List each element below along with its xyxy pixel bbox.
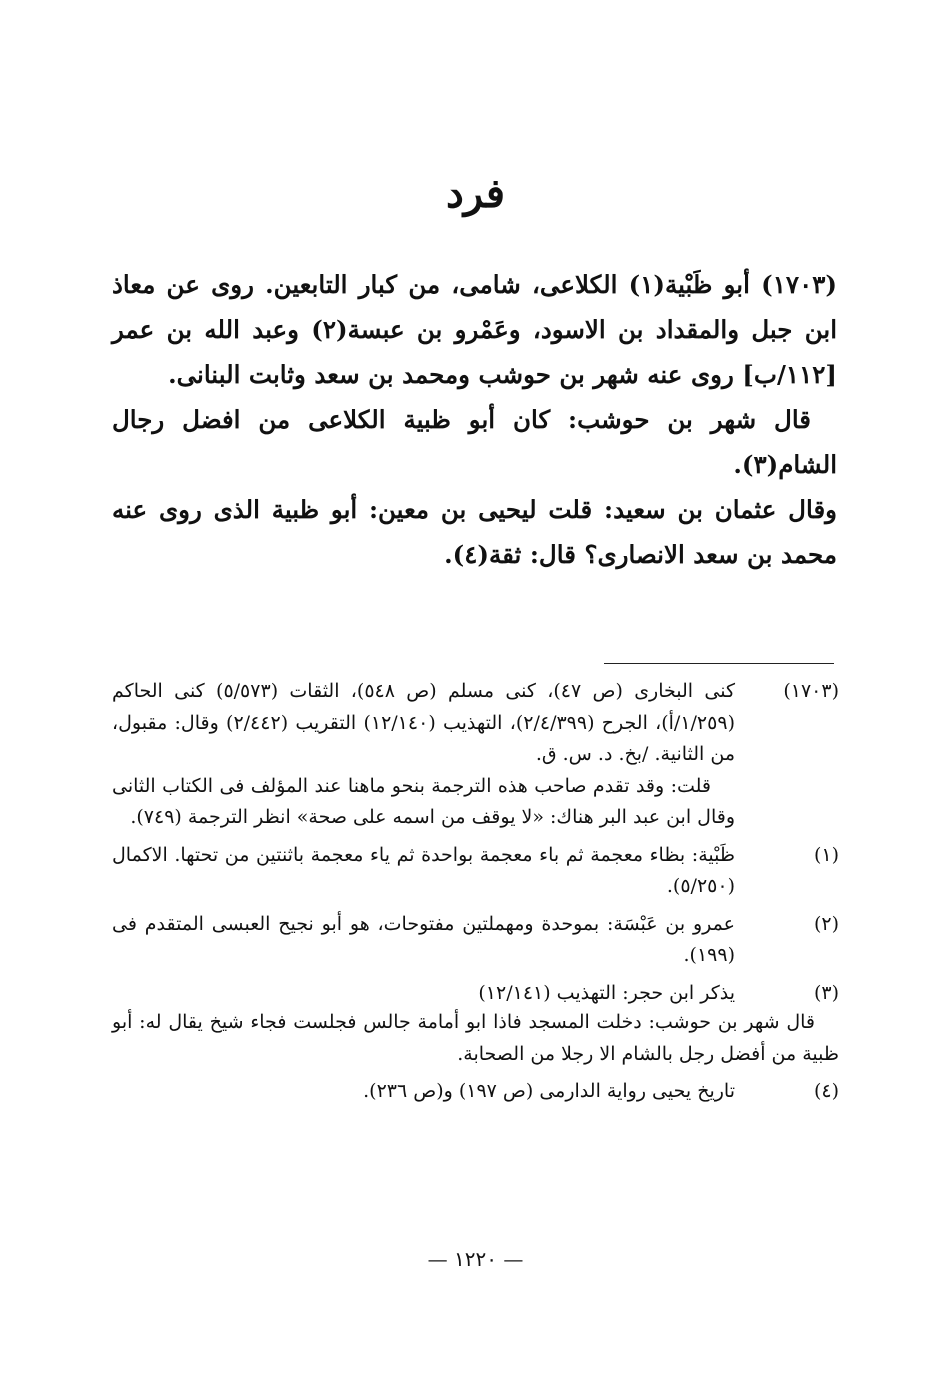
entry-paragraph-1: (١٧٠٣) أبو ظَبْية(١) الكلاعى، شامى، من كبار التابعين. روى عن معاذ ابن جبل والمقداد بن الاسود، وعَمْرو بن عبسة(٢) وعبد الله بن عمر [١١٢/ب] روى عنه شهر بن حوشب ومحمد بن سعد وثابت البنانى. [112, 270, 838, 389]
footnote-body [112, 676, 735, 834]
entry-paragraph-3: وقال عثمان بن سعيد: قلت ليحيى بن معين: أبو ظبية الذى روى عنه محمد بن سعد الانصارى؟ قال: ثقة(٤). [112, 495, 837, 569]
footnote-number: (١٧٠٣) [783, 680, 839, 702]
page-number: — ١٢٢٠ — [427, 1247, 524, 1271]
footnote-number: (١) [813, 843, 839, 866]
footnote-continuation: قال شهر بن حوشب: دخلت المسجد فاذا ابو أمامة جالس فجلست فجاء شيخ يقال له: أبو ظبية من أفضل رجل بالشام الا رجلا من الصحابة. [112, 1011, 839, 1065]
footnote-divider [604, 663, 834, 664]
biography-entry [112, 262, 837, 577]
footnote-item [112, 909, 839, 972]
footnote-text: تاريخ يحيى رواية الدارمى (ص ١٩٧) و(ص ٢٣٦). [363, 1080, 735, 1102]
footnote-body [112, 909, 735, 972]
footnote-text: كنى البخارى (ص ٤٧)، كنى مسلم (ص ٥٤٨)، الثقات (٥/٥٧٣) كنى الحاكم (١/٢٥٩/أ)، الجرح (٢/٤/٣٩٩)، التهذيب (١٢/١٤٠) التقريب (٢/٤٤٢) وقال: مقبول، من الثانية. /بخ. د. س. ق. [112, 680, 736, 765]
footnote-item [112, 840, 839, 903]
footnote-continuation: قلت: وقد تقدم صاحب هذه الترجمة بنحو ماهنا عند المؤلف فى الكتاب الثانى وقال ابن عبد البر هناك: «لا يوقف من اسمه على صحة» انظر الترجمة (٧٤٩). [112, 774, 735, 828]
footnote-body [112, 1076, 735, 1108]
footnote-body [112, 840, 735, 903]
footnote-text: عمرو بن عَبْسَة: بموحدة ومهملتين مفتوحات، هو أبو نجيح العبسى المتقدم فى (١٩٩). [112, 912, 735, 966]
section-heading: فرد [445, 170, 505, 217]
footnote-item [112, 978, 839, 1010]
footnote-text: يذكر ابن حجر: التهذيب (١٢/١٤١) [478, 981, 735, 1004]
footnote-number: (٤) [813, 1080, 839, 1102]
footnote-text: ظَبْية: بظاء معجمة ثم باء معجمة بواحدة ثم ياء معجمة باثنتين من تحتها. الاكمال (٥/٢٥٠). [112, 843, 735, 897]
footnote-item [112, 1076, 839, 1108]
footnote-item [112, 676, 839, 834]
footnote-number: (٣) [813, 981, 839, 1004]
entry-paragraph-2: قال شهر بن حوشب: كان أبو ظبية الكلاعى من افضل رجال الشام(٣). [112, 405, 837, 479]
footnote-body [112, 978, 735, 1010]
footnotes-section [112, 676, 839, 1114]
footnote-number: (٢) [813, 912, 839, 935]
